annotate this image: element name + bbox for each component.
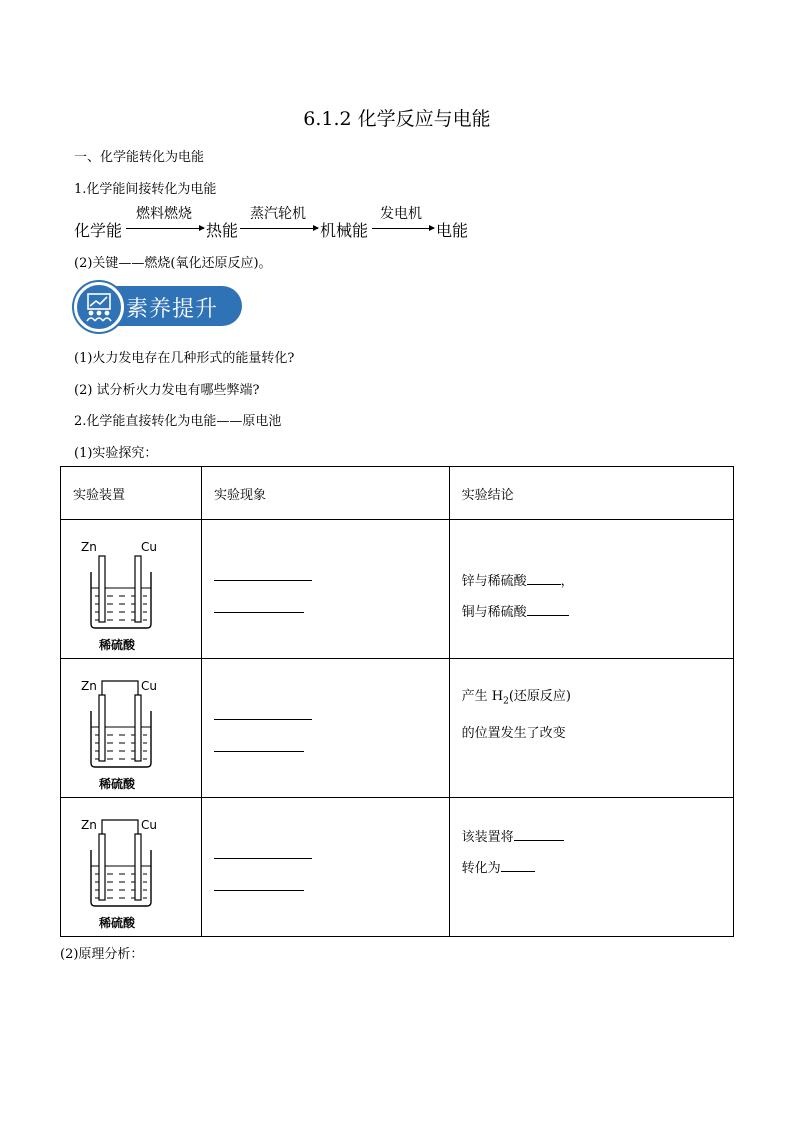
answer-blank <box>514 826 564 841</box>
conclusion-text <box>450 520 733 628</box>
conclusion-location: 的位置发生了改变 <box>461 725 566 741</box>
beaker-apparatus <box>79 814 199 934</box>
conclusion-device: 该装置将 <box>461 830 514 845</box>
section-heading: 一、化学能转化为电能 <box>74 150 205 165</box>
conclusion-h2: 产生 H <box>461 689 504 704</box>
key-statement: (2)关键——燃烧(氧化还原反应)。 <box>74 256 272 271</box>
table-row <box>61 798 734 937</box>
beaker-icon <box>79 536 199 636</box>
phenomenon-blank-1 <box>214 857 312 859</box>
page-title: 6.1.2 化学反应与电能 <box>303 108 491 130</box>
experiment-table <box>60 466 734 937</box>
beaker-apparatus <box>79 675 199 795</box>
conclusion-text <box>450 798 733 884</box>
beaker-apparatus <box>79 536 199 656</box>
acid-label: 稀硫酸 <box>99 777 136 791</box>
zn-label: Zn <box>81 818 97 832</box>
zn-label: Zn <box>81 679 97 693</box>
table-row <box>61 520 734 659</box>
phenomenon-blank-1 <box>214 579 312 581</box>
flow-arrow <box>240 228 318 229</box>
energy-flow-diagram <box>74 203 494 243</box>
answer-blank <box>501 857 535 872</box>
flow-node-electric: 电能 <box>436 221 469 240</box>
header-phenomenon: 实验现象 <box>213 488 266 503</box>
phenomenon-blank-2 <box>214 750 304 752</box>
acid-label: 稀硫酸 <box>99 916 136 930</box>
acid-label: 稀硫酸 <box>99 638 136 652</box>
flow-condition-generator: 发电机 <box>380 206 422 222</box>
cu-label: Cu <box>141 679 157 693</box>
growth-chart-people-icon <box>74 282 124 332</box>
flow-node-heat: 热能 <box>206 221 239 240</box>
experiment-heading: (1)实验探究： <box>74 446 158 461</box>
header-apparatus: 实验装置 <box>73 488 126 503</box>
table-row <box>61 659 734 798</box>
item-indirect-conversion: 1.化学能间接转化为电能 <box>74 182 217 197</box>
conclusion-zn: 锌与稀硫酸 <box>461 574 527 589</box>
badge-label: 素养提升 <box>126 297 219 322</box>
principle-heading: (2)原理分析： <box>60 947 144 962</box>
flow-condition-turbine: 蒸汽轮机 <box>250 206 306 222</box>
flow-node-mechanical: 机械能 <box>320 221 369 240</box>
beaker-wired-icon <box>79 675 199 775</box>
section-badge <box>74 282 244 328</box>
header-conclusion: 实验结论 <box>461 488 514 503</box>
question-1: (1)火力发电存在几种形式的能量转化? <box>74 351 295 366</box>
flow-arrow <box>372 228 434 229</box>
answer-blank <box>527 570 561 585</box>
phenomenon-blank-2 <box>214 611 304 613</box>
cu-label: Cu <box>141 540 157 554</box>
beaker-wired-icon <box>79 814 199 914</box>
flow-arrow <box>126 228 204 229</box>
conclusion-text <box>450 659 733 749</box>
phenomenon-blank-2 <box>214 889 304 891</box>
flow-condition-combustion: 燃料燃烧 <box>136 206 192 222</box>
question-2: (2) 试分析火力发电有哪些弊端? <box>74 383 260 398</box>
cu-label: Cu <box>141 818 157 832</box>
conclusion-cu: 铜与稀硫酸 <box>461 605 527 620</box>
conclusion-converted: 转化为 <box>461 861 501 876</box>
zn-label: Zn <box>81 540 97 554</box>
flow-node-chemical: 化学能 <box>74 221 123 240</box>
conclusion-reduction: (还原反应) <box>508 689 571 704</box>
item-direct-conversion: 2.化学能直接转化为电能——原电池 <box>74 414 282 429</box>
answer-blank <box>527 601 569 616</box>
subscript: 2 <box>503 696 509 707</box>
phenomenon-blank-1 <box>214 718 312 720</box>
comma: ， <box>560 574 574 589</box>
table-header-row <box>61 467 734 520</box>
